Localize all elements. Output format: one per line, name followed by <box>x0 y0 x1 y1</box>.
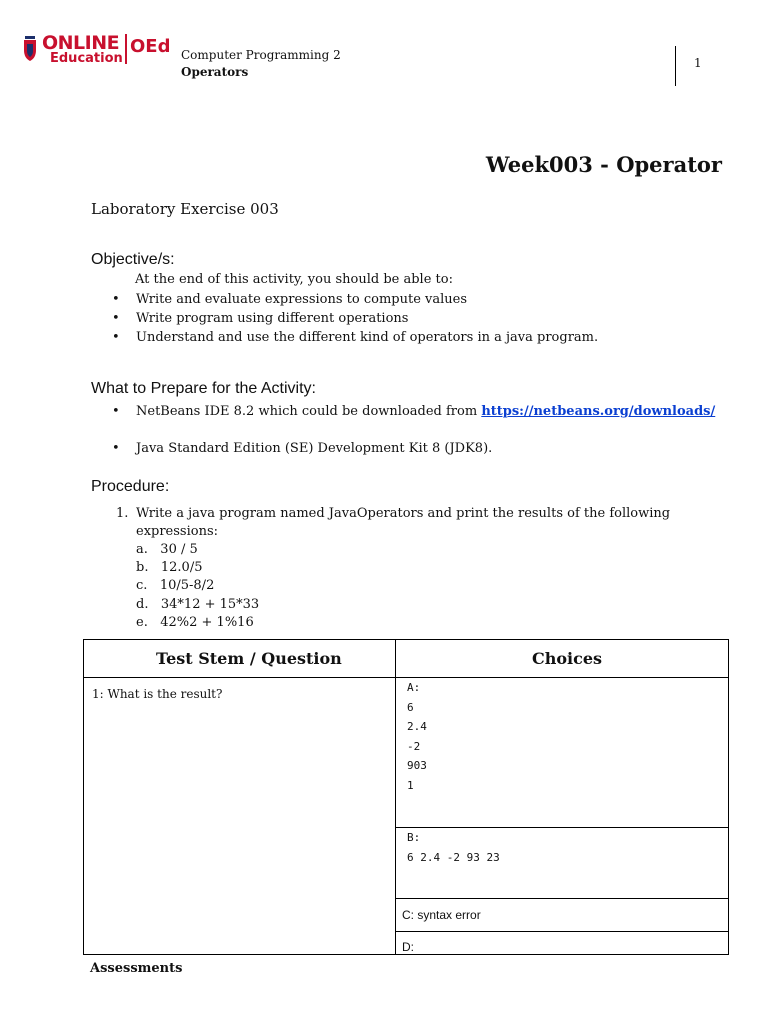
expression-item: c. 10/5-8/2 <box>136 578 215 593</box>
logo-divider <box>125 34 127 64</box>
logo-oed-text: OEd <box>130 36 171 57</box>
expression-item: b. 12.0/5 <box>136 560 203 575</box>
lab-title: Laboratory Exercise 003 <box>91 200 279 218</box>
expression-item: d. 34*12 + 15*33 <box>136 597 260 612</box>
choice-a: A: 6 2.4 -2 903 1 <box>407 681 427 792</box>
step-text-continued: expressions: <box>136 524 219 539</box>
question-table <box>83 639 729 955</box>
column-header-choices: Choices <box>532 649 603 668</box>
list-item: • Write and evaluate expressions to compute values <box>112 292 468 307</box>
expression-item: e. 42%2 + 1%16 <box>136 615 254 630</box>
step-number: 1. <box>116 506 129 521</box>
table-row-divider <box>395 898 729 899</box>
list-item: • Understand and use the different kind of operators in a java program. <box>112 330 599 345</box>
page-title: Week003 - Operator <box>485 152 722 177</box>
bullet-icon: • <box>112 441 120 456</box>
prepare-heading: What to Prepare for the Activity: <box>91 380 316 397</box>
list-item: • Java Standard Edition (SE) Development Kit 8 (JDK8). <box>112 441 493 456</box>
list-item: • NetBeans IDE 8.2 which could be downloaded from https://netbeans.org/downloads/ <box>112 404 716 419</box>
course-topic: Operators <box>181 65 249 79</box>
expression-item: a. 30 / 5 <box>136 542 198 557</box>
assessments-label: Assessments <box>90 961 183 976</box>
table-header-divider <box>84 677 728 678</box>
netbeans-download-link[interactable]: https://netbeans.org/downloads/ <box>481 404 716 419</box>
header-divider <box>675 46 676 86</box>
choice-c: C: syntax error <box>402 908 481 922</box>
objectives-intro: At the end of this activity, you should be able to: <box>135 272 453 287</box>
crest-icon <box>22 36 38 62</box>
table-row-divider <box>395 931 729 932</box>
course-name: Computer Programming 2 <box>181 48 341 62</box>
bullet-icon: • <box>112 311 120 326</box>
step-text: Write a java program named JavaOperators and print the results of the following <box>136 506 671 521</box>
bullet-icon: • <box>112 292 120 307</box>
table-column-divider <box>395 640 396 954</box>
choice-d: D: <box>402 940 414 954</box>
objectives-heading: Objective/s: <box>91 251 175 268</box>
column-header-question: Test Stem / Question <box>156 649 342 668</box>
bullet-icon: • <box>112 330 120 345</box>
procedure-heading: Procedure: <box>91 478 170 495</box>
logo-online-text: ONLINE <box>42 32 120 54</box>
logo-education-text: Education <box>50 51 123 66</box>
question-text: 1: What is the result? <box>92 687 223 701</box>
bullet-icon: • <box>112 404 120 419</box>
list-item: • Write program using different operations <box>112 311 409 326</box>
choice-b: B: 6 2.4 -2 93 23 <box>407 831 500 864</box>
online-education-logo <box>22 32 172 68</box>
page-number: 1 <box>694 56 702 70</box>
